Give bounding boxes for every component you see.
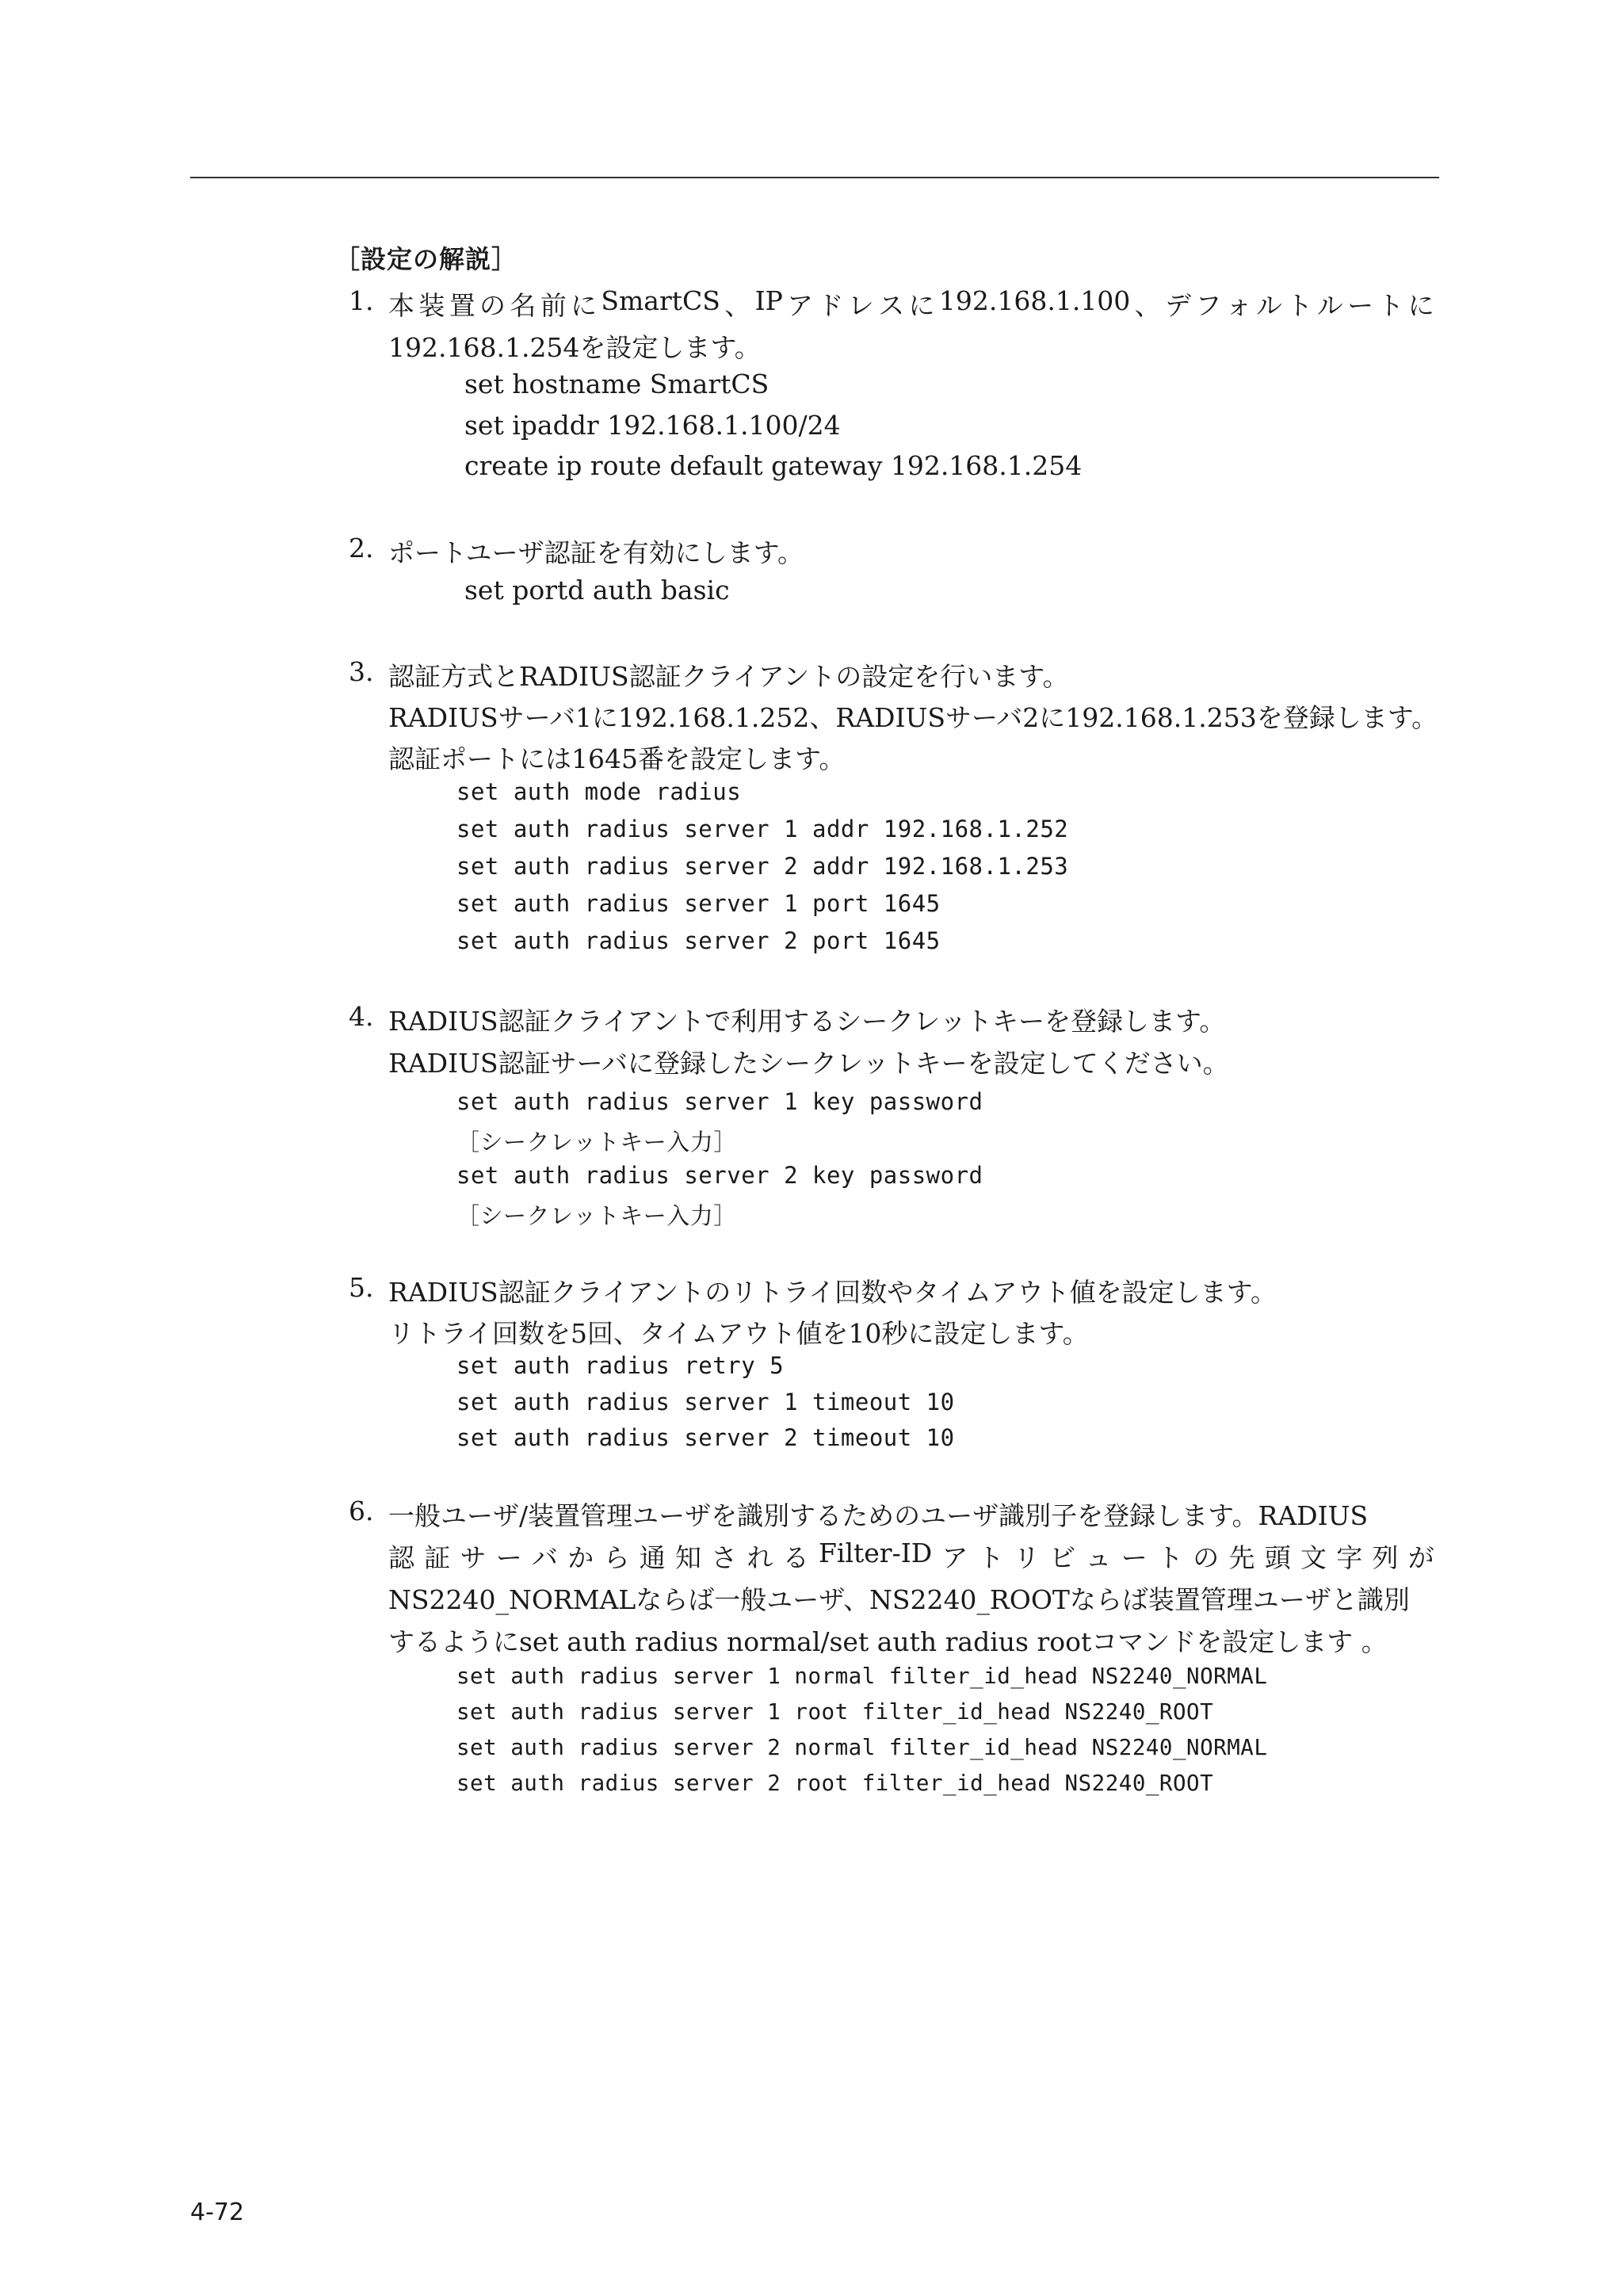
item-6-line-2: 認 証 サ ー バ か ら 通 知 さ れ る Filter-ID ア ト リ ビ ュ ー ト の 先 頭 文 字 列 が: [388, 1538, 1434, 1573]
item-4-command-3: set auth radius server 2 key password: [456, 1162, 983, 1189]
item-1-line-1: 本 装 置 の 名 前 に SmartCS 、 IP ア ド レ ス に 192.168.1.100 、 デ フ ォ ル ト ル ー ト に: [388, 285, 1434, 321]
item-1-command-3: create ip route default gateway 192.168.1.254: [464, 450, 1083, 481]
item-3-line-2: RADIUSサーバ1に192.168.1.252、RADIUSサーバ2に192.168.1.253を登録します。: [388, 702, 1438, 733]
item-6-line-1: 一般ユーザ/装置管理ユーザを識別するためのユーザ識別子を登録します。RADIUS: [388, 1500, 1369, 1531]
item-number-2: 2.: [349, 533, 374, 563]
item-4-line-1: RADIUS認証クライアントで利用するシークレットキーを登録します。: [388, 1006, 1226, 1037]
item-3-command-3: set auth radius server 2 addr 192.168.1.253: [456, 853, 1069, 880]
item-number-6: 6.: [349, 1496, 374, 1526]
item-6-command-4: set auth radius server 2 root filter_id_head NS2240_ROOT: [456, 1771, 1214, 1796]
item-3-command-1: set auth mode radius: [456, 778, 742, 805]
item-4-command-1: set auth radius server 1 key password: [456, 1088, 983, 1115]
item-4-command-2: ［シークレットキー入力］: [456, 1129, 737, 1156]
item-6-line-4: するようにset auth radius normal/set auth radius rootコマンドを設定します 。: [388, 1626, 1388, 1657]
item-5-command-1: set auth radius retry 5: [456, 1352, 785, 1379]
item-1-command-2: set ipaddr 192.168.1.100/24: [464, 410, 841, 441]
section-heading: ［設定の解説］: [334, 244, 518, 274]
item-1-command-1: set hostname SmartCS: [464, 369, 769, 399]
header-rule: [190, 177, 1439, 178]
page-number: 4-72: [190, 2199, 245, 2226]
item-4-line-2: RADIUS認証サーバに登録したシークレットキーを設定してください。: [388, 1048, 1229, 1079]
item-3-line-1: 認証方式とRADIUS認証クライアントの設定を行います。: [388, 661, 1069, 692]
item-number-5: 5.: [349, 1272, 374, 1303]
item-5-command-2: set auth radius server 1 timeout 10: [456, 1389, 955, 1415]
item-6-command-3: set auth radius server 2 normal filter_id_head NS2240_NORMAL: [456, 1735, 1268, 1760]
item-number-3: 3.: [349, 656, 374, 687]
item-6-command-1: set auth radius server 1 normal filter_id_head NS2240_NORMAL: [456, 1664, 1268, 1689]
item-2-command-1: set portd auth basic: [464, 575, 730, 606]
item-number-1: 1.: [349, 285, 374, 316]
item-5-command-3: set auth radius server 2 timeout 10: [456, 1424, 955, 1451]
item-3-command-5: set auth radius server 2 port 1645: [456, 927, 941, 954]
item-6-command-2: set auth radius server 1 root filter_id_head NS2240_ROOT: [456, 1699, 1214, 1725]
item-3-line-3: 認証ポートには1645番を設定します。: [388, 743, 846, 774]
item-5-line-1: RADIUS認証クライアントのリトライ回数やタイムアウト値を設定します。: [388, 1277, 1277, 1308]
item-3-command-2: set auth radius server 1 addr 192.168.1.252: [456, 816, 1069, 842]
item-5-line-2: リトライ回数を5回、タイムアウト値を10秒に設定します。: [388, 1318, 1089, 1349]
item-6-line-3: NS2240_NORMALならば一般ユーザ、NS2240_ROOTならば装置管理ユーザと識別: [388, 1584, 1410, 1615]
item-number-4: 4.: [349, 1001, 374, 1032]
item-3-command-4: set auth radius server 1 port 1645: [456, 890, 941, 917]
item-1-line-2: 192.168.1.254を設定します。: [388, 332, 761, 363]
item-2-line-1: ポートユーザ認証を有効にします。: [388, 537, 804, 568]
item-4-command-4: ［シークレットキー入力］: [456, 1202, 737, 1229]
